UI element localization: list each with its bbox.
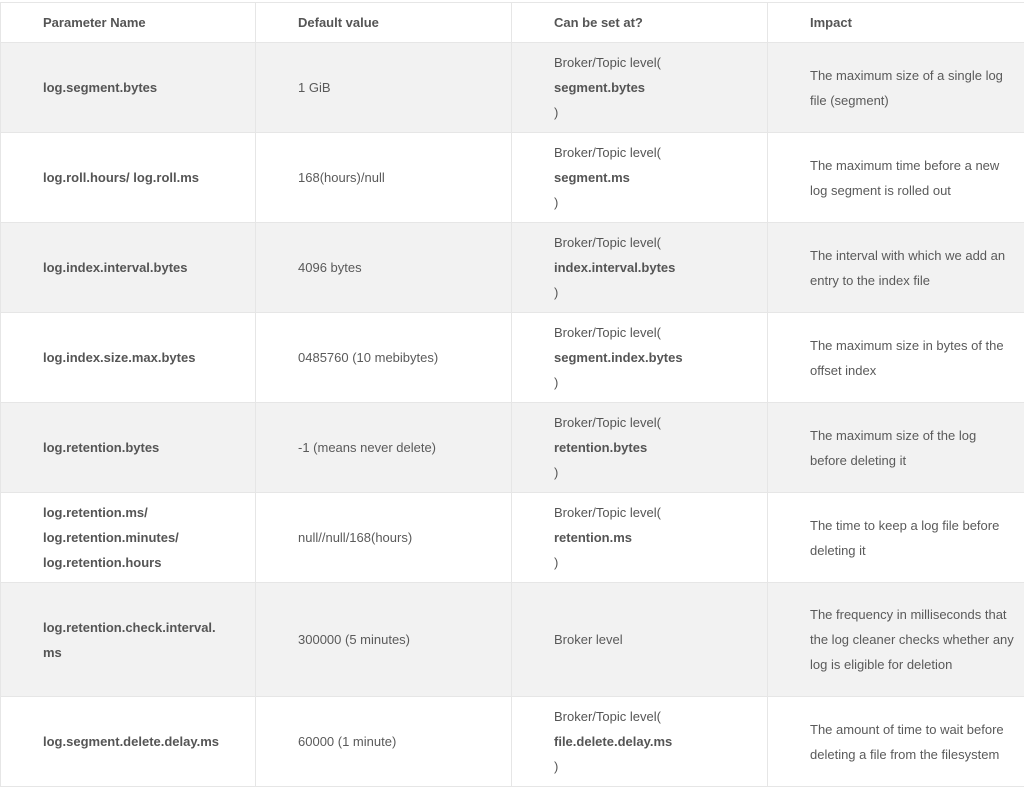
- can-be-set-at: [512, 493, 768, 582]
- table-row: [1, 583, 1024, 697]
- parameter-name: log.index.size.max.bytes: [1, 313, 256, 402]
- header-impact: Impact: [768, 3, 1024, 42]
- parameter-name: log.index.interval.bytes: [1, 223, 256, 312]
- table-row: [1, 403, 1024, 493]
- set-at-prefix: Broker/Topic level(: [554, 55, 661, 70]
- table-header-row: [1, 3, 1024, 43]
- impact-text: The amount of time to wait before deleting a file from the filesystem: [768, 697, 1024, 786]
- parameter-name-line: log.retention.check.interval.: [43, 619, 216, 635]
- impact-text: The maximum size in bytes of the offset index: [768, 313, 1024, 402]
- default-value: 1 GiB: [256, 43, 512, 132]
- table-row: [1, 43, 1024, 133]
- set-at-topic-key: segment.bytes: [554, 80, 646, 95]
- table-row: [1, 313, 1024, 403]
- default-value: 60000 (1 minute): [256, 697, 512, 786]
- set-at-prefix: Broker/Topic level(: [554, 415, 661, 430]
- parameter-name-line: log.retention.hours: [43, 555, 162, 570]
- parameter-name-line: log.retention.ms/: [43, 505, 148, 520]
- impact-text: The maximum size of the log before deleting it: [768, 403, 1024, 492]
- parameter-name-line: log.retention.minutes/: [43, 530, 179, 545]
- parameter-name: log.segment.delete.delay.ms: [1, 697, 256, 786]
- set-at-prefix: Broker/Topic level(: [554, 709, 661, 724]
- set-at-topic-key: segment.ms: [554, 170, 630, 185]
- header-can-be-set-at: Can be set at?: [512, 3, 768, 42]
- parameter-name: log.segment.bytes: [1, 43, 256, 132]
- table-row: [1, 223, 1024, 313]
- header-parameter-name: Parameter Name: [1, 3, 256, 42]
- impact-text: The interval with which we add an entry to the index file: [768, 223, 1024, 312]
- can-be-set-at: [512, 223, 768, 312]
- default-value: 168(hours)/null: [256, 133, 512, 222]
- set-at-topic-key: retention.bytes: [554, 440, 648, 455]
- set-at-suffix: ): [554, 465, 559, 480]
- set-at-topic-key: retention.ms: [554, 530, 633, 545]
- set-at-prefix: Broker/Topic level(: [554, 235, 661, 250]
- default-value: 0485760 (10 mebibytes): [256, 313, 512, 402]
- impact-text: The time to keep a log file before deleting it: [768, 493, 1024, 582]
- set-at-suffix: ): [554, 105, 559, 120]
- can-be-set-at: [512, 313, 768, 402]
- table-row: [1, 697, 1024, 787]
- can-be-set-at: [512, 43, 768, 132]
- parameter-name: log.roll.hours/ log.roll.ms: [1, 133, 256, 222]
- can-be-set-at: [512, 133, 768, 222]
- set-at-topic-key: file.delete.delay.ms: [554, 734, 673, 749]
- impact-text: The maximum size of a single log file (segment): [768, 43, 1024, 132]
- default-value: -1 (means never delete): [256, 403, 512, 492]
- set-at-suffix: ): [554, 555, 559, 570]
- set-at-prefix: Broker/Topic level(: [554, 325, 661, 340]
- parameter-name-line: ms: [43, 644, 62, 660]
- table-row: [1, 133, 1024, 223]
- default-value: 4096 bytes: [256, 223, 512, 312]
- kafka-log-parameters-table: [0, 2, 1024, 787]
- set-at-suffix: ): [554, 285, 559, 300]
- set-at-suffix: ): [554, 375, 559, 390]
- header-default-value: Default value: [256, 3, 512, 42]
- default-value: 300000 (5 minutes): [256, 583, 512, 696]
- set-at-suffix: ): [554, 759, 559, 774]
- can-be-set-at: [512, 697, 768, 786]
- impact-text: The maximum time before a new log segment is rolled out: [768, 133, 1024, 222]
- table-row: [1, 493, 1024, 583]
- default-value: null//null/168(hours): [256, 493, 512, 582]
- set-at-suffix: ): [554, 195, 559, 210]
- set-at-topic-key: index.interval.bytes: [554, 260, 676, 275]
- set-at-prefix: Broker/Topic level(: [554, 505, 661, 520]
- parameter-name: [1, 583, 256, 696]
- set-at-prefix: Broker/Topic level(: [554, 145, 661, 160]
- set-at-topic-key: segment.index.bytes: [554, 350, 683, 365]
- can-be-set-at: Broker level: [512, 583, 768, 696]
- parameter-name: [1, 493, 256, 582]
- impact-text: The frequency in milliseconds that the log cleaner checks whether any log is eligible for deletion: [768, 583, 1024, 696]
- can-be-set-at: [512, 403, 768, 492]
- parameter-name: log.retention.bytes: [1, 403, 256, 492]
